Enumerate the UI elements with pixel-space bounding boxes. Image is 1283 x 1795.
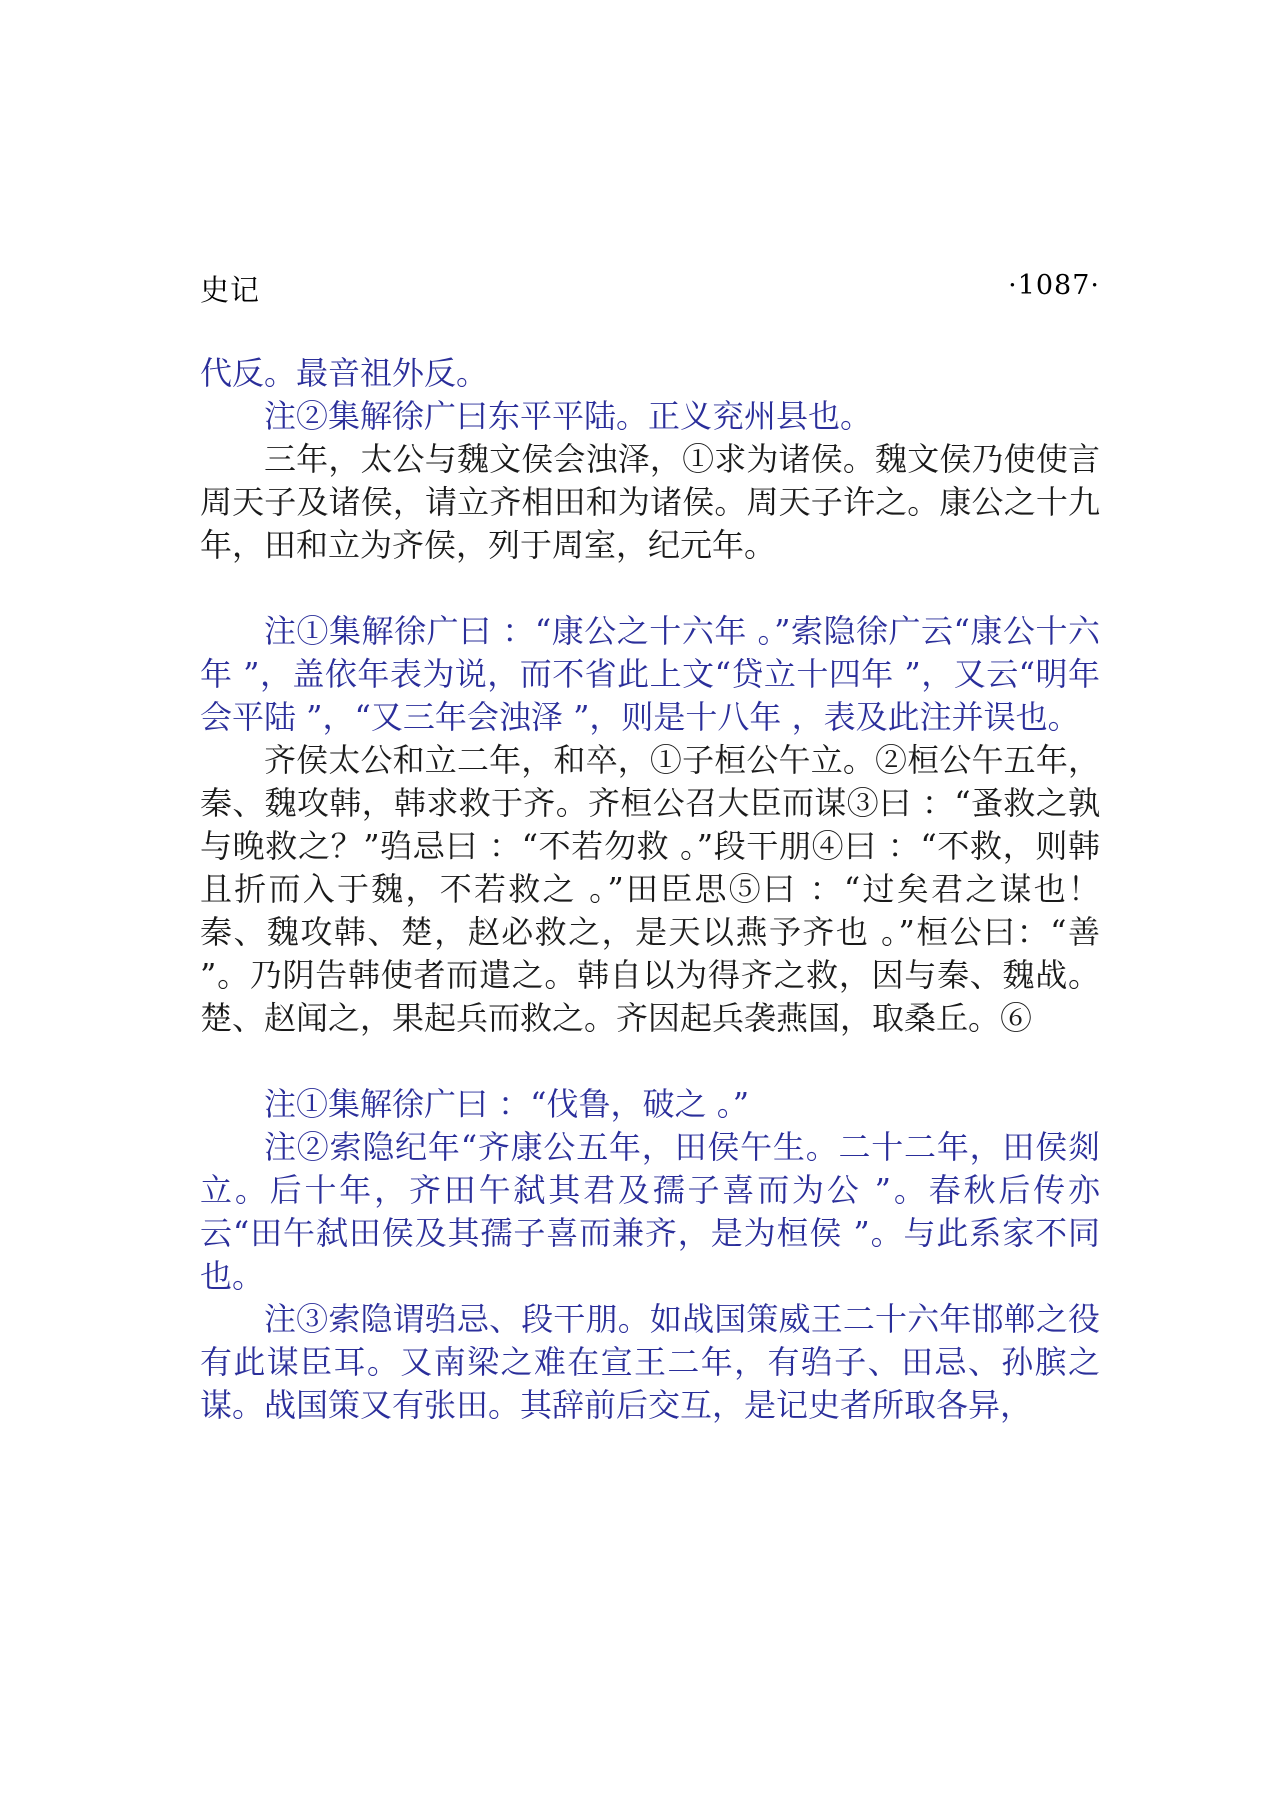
note-paragraph: 注①集解徐广曰 ：“康公之十六年 。”索隐徐广云“康公十六年 ”，盖依年表为说，而不省此上文“贷立十四年 ”，又云“明年会平陆 ”，“又三年会浊泽 ”，则是十八年 ，表及此注并误也。	[200, 612, 1100, 736]
page-header	[200, 268, 1100, 312]
note-paragraph: 注②集解徐广曰东平平陆。正义兖州县也。	[264, 397, 873, 435]
running-title: 史记	[200, 273, 261, 307]
note-continuation: 代反。最音祖外反。	[200, 354, 489, 392]
note-paragraph: 注①集解徐广曰 ：“伐鲁，破之 。”	[264, 1085, 750, 1123]
note-paragraph: 注③索隐谓驺忌、段干朋。如战国策威王二十六年邯郸之役有此谋臣耳。又南梁之难在宣王二年，有驺子、田忌、孙膑之谋。战国策又有张田。其辞前后交互，是记史者所取各异，	[200, 1300, 1100, 1424]
main-text-paragraph: 齐侯太公和立二年，和卒，①子桓公午立。②桓公午五年，秦、魏攻韩，韩求救于齐。齐桓公召大臣而谋③曰 ：“蚤救之孰与晚救之？”驺忌曰 ：“不若勿救 。”段干朋④曰 ：“不救，则韩且折而入于魏，不若救之 。”田臣思⑤曰 ：“过矣君之谋也！秦、魏攻韩、楚，赵必救之，是天以燕予齐也 。”桓公曰：“善 ”。乃阴告韩使者而遣之。韩自以为得齐之救，因与秦、魏战。楚、赵闻之，果起兵而救之。齐因起兵袭燕国，取桑丘。⑥	[200, 741, 1100, 1037]
note-paragraph: 注②索隐纪年“齐康公五年，田侯午生。二十二年，田侯剡立。后十年，齐田午弑其君及孺子喜而为公 ”。春秋后传亦云“田午弑田侯及其孺子喜而兼齐，是为桓侯 ”。与此系家不同也。	[200, 1128, 1100, 1295]
main-text-paragraph: 三年，太公与魏文侯会浊泽，①求为诸侯。魏文侯乃使使言周天子及诸侯，请立齐相田和为诸侯。周天子许之。康公之十九年，田和立为齐侯，列于周室，纪元年。	[200, 440, 1100, 564]
page-body	[200, 352, 1100, 1427]
page-number: ·1087·	[1008, 270, 1100, 301]
